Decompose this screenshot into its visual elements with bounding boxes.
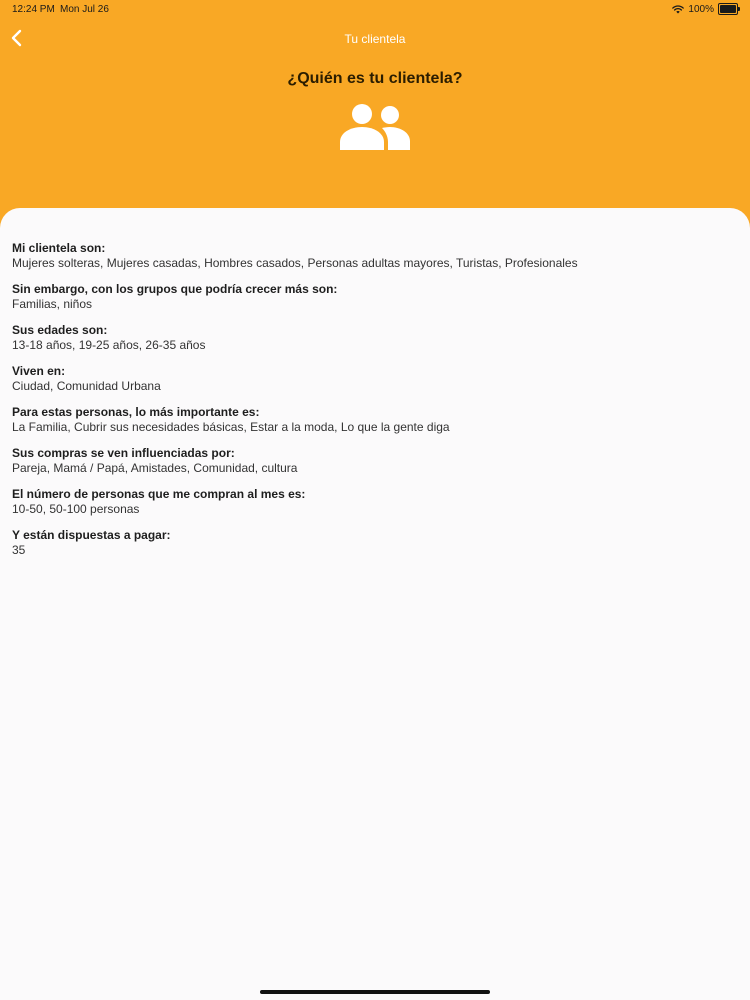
status-time: 12:24 PM bbox=[12, 4, 55, 15]
status-date: Mon Jul 26 bbox=[60, 4, 109, 15]
section-grupos-crecer bbox=[12, 282, 738, 311]
section-value: La Familia, Cubrir sus necesidades básicas, Estar a la moda, Lo que la gente diga bbox=[12, 420, 450, 434]
section-label: Sus compras se ven influenciadas por: bbox=[12, 446, 235, 460]
section-value: Pareja, Mamá / Papá, Amistades, Comunidad, cultura bbox=[12, 461, 298, 475]
people-icon bbox=[338, 100, 412, 152]
section-value: 13-18 años, 19-25 años, 26-35 años bbox=[12, 338, 206, 352]
content-panel bbox=[0, 208, 750, 1000]
section-label: Viven en: bbox=[12, 364, 66, 378]
section-importante bbox=[12, 405, 738, 434]
home-indicator[interactable] bbox=[260, 990, 490, 994]
section-value: Familias, niños bbox=[12, 297, 93, 311]
page-title: ¿Quién es tu clientela? bbox=[287, 70, 463, 87]
client-sections bbox=[12, 241, 738, 569]
section-numero-personas bbox=[12, 487, 738, 516]
section-influencias bbox=[12, 446, 738, 475]
nav-title: Tu clientela bbox=[344, 32, 406, 46]
section-viven-en bbox=[12, 364, 738, 393]
section-value: 10-50, 50-100 personas bbox=[12, 502, 140, 516]
nav-bar bbox=[0, 26, 750, 52]
section-label: Y están dispuestas a pagar: bbox=[12, 528, 171, 542]
battery-percent: 100% bbox=[688, 3, 714, 15]
section-label: Sin embargo, con los grupos que podría crecer más son: bbox=[12, 282, 338, 296]
section-value: Ciudad, Comunidad Urbana bbox=[12, 379, 161, 393]
battery-fill bbox=[720, 5, 736, 13]
wifi-icon bbox=[672, 5, 684, 14]
section-label: Sus edades son: bbox=[12, 323, 108, 337]
section-clientela bbox=[12, 241, 738, 270]
battery-icon bbox=[718, 3, 738, 15]
section-label: Mi clientela son: bbox=[12, 241, 106, 255]
section-dispuestas-pagar bbox=[12, 528, 738, 557]
section-edades bbox=[12, 323, 738, 352]
section-value: Mujeres solteras, Mujeres casadas, Hombres casados, Personas adultas mayores, Turistas, Profesionales bbox=[12, 256, 578, 270]
status-bar bbox=[0, 0, 750, 20]
section-label: El número de personas que me compran al mes es: bbox=[12, 487, 306, 501]
section-value: 35 bbox=[12, 543, 26, 557]
section-label: Para estas personas, lo más importante es: bbox=[12, 405, 260, 419]
status-right bbox=[672, 3, 738, 15]
